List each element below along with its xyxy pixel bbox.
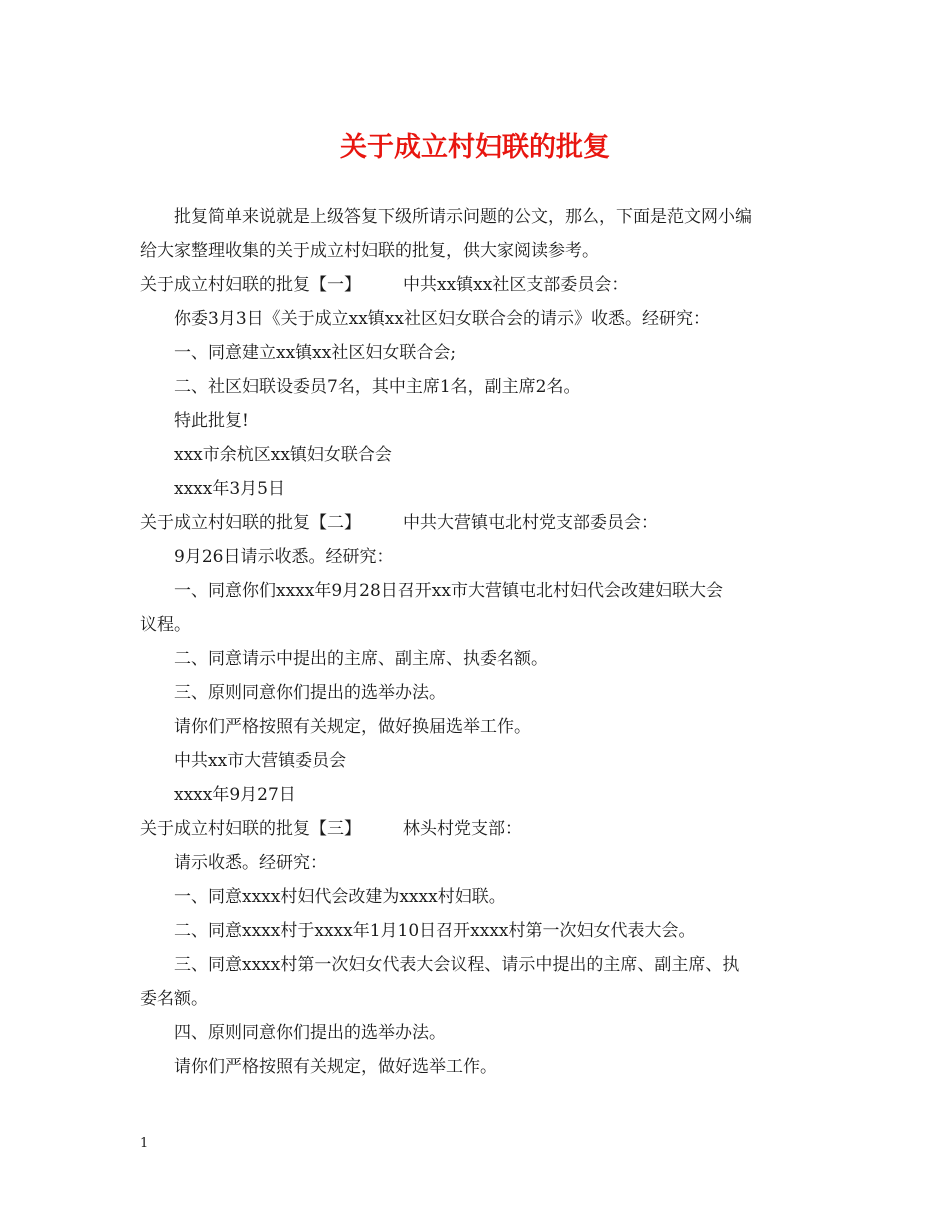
date-line: xxxx年3月5日 (174, 479, 285, 499)
body-line-continuation: 委名额。 (140, 989, 208, 1009)
section-heading: 关于成立村妇联的批复【三】 (140, 819, 361, 839)
body-line: 请你们严格按照有关规定，做好换届选举工作。 (174, 717, 531, 737)
intro-line: 给大家整理收集的关于成立村妇联的批复，供大家阅读参考。 (140, 241, 599, 261)
page-number: 1 (140, 1136, 149, 1151)
intro-line: 批复简单来说就是上级答复下级所请示问题的公文，那么，下面是范文网小编 (174, 207, 752, 227)
section-addressee: 中共xx镇xx社区支部委员会： (403, 275, 629, 295)
body-line: 三、同意xxxx村第一次妇女代表大会议程、请示中提出的主席、副主席、执 (174, 955, 740, 975)
body-line: 一、同意你们xxxx年9月28日召开xx市大营镇屯北村妇代会改建妇联大会 (174, 581, 723, 601)
body-line: 二、同意请示中提出的主席、副主席、执委名额。 (174, 649, 548, 669)
body-line: 9月26日请示收悉。经研究： (174, 547, 394, 567)
section-heading: 关于成立村妇联的批复【二】 (140, 513, 361, 533)
section-heading-row (140, 506, 820, 540)
body-line: 二、同意xxxx村于xxxx年1月10日召开xxxx村第一次妇女代表大会。 (174, 921, 696, 941)
body-line: 二、社区妇联设委员7名，其中主席1名，副主席2名。 (174, 377, 581, 397)
body-line: 一、同意建立xx镇xx社区妇女联合会; (174, 343, 457, 363)
section-heading: 关于成立村妇联的批复【一】 (140, 275, 361, 295)
body-line: 请示收悉。经研究： (174, 853, 327, 873)
section-heading-row (140, 268, 820, 302)
signature-line: 中共xx市大营镇委员会 (174, 751, 347, 771)
section-addressee: 中共大营镇屯北村党支部委员会： (403, 513, 658, 533)
body-line: 三、原则同意你们提出的选举办法。 (174, 683, 446, 703)
body-line-continuation: 议程。 (140, 615, 191, 635)
body-line: 你委3月3日《关于成立xx镇xx社区妇女联合会的请示》收悉。经研究： (174, 309, 710, 329)
date-line: xxxx年9月27日 (174, 785, 296, 805)
body-line: 一、同意xxxx村妇代会改建为xxxx村妇联。 (174, 887, 506, 907)
section-heading-row (140, 812, 820, 846)
signature-line: xxx市余杭区xx镇妇女联合会 (174, 445, 392, 465)
body-line: 请你们严格按照有关规定，做好选举工作。 (174, 1057, 497, 1077)
body-line: 四、原则同意你们提出的选举办法。 (174, 1023, 446, 1043)
section-addressee: 林头村党支部： (403, 819, 522, 839)
document-body (140, 200, 820, 1084)
document-title: 关于成立村妇联的批复 (340, 132, 610, 163)
body-line: 特此批复! (174, 411, 249, 431)
